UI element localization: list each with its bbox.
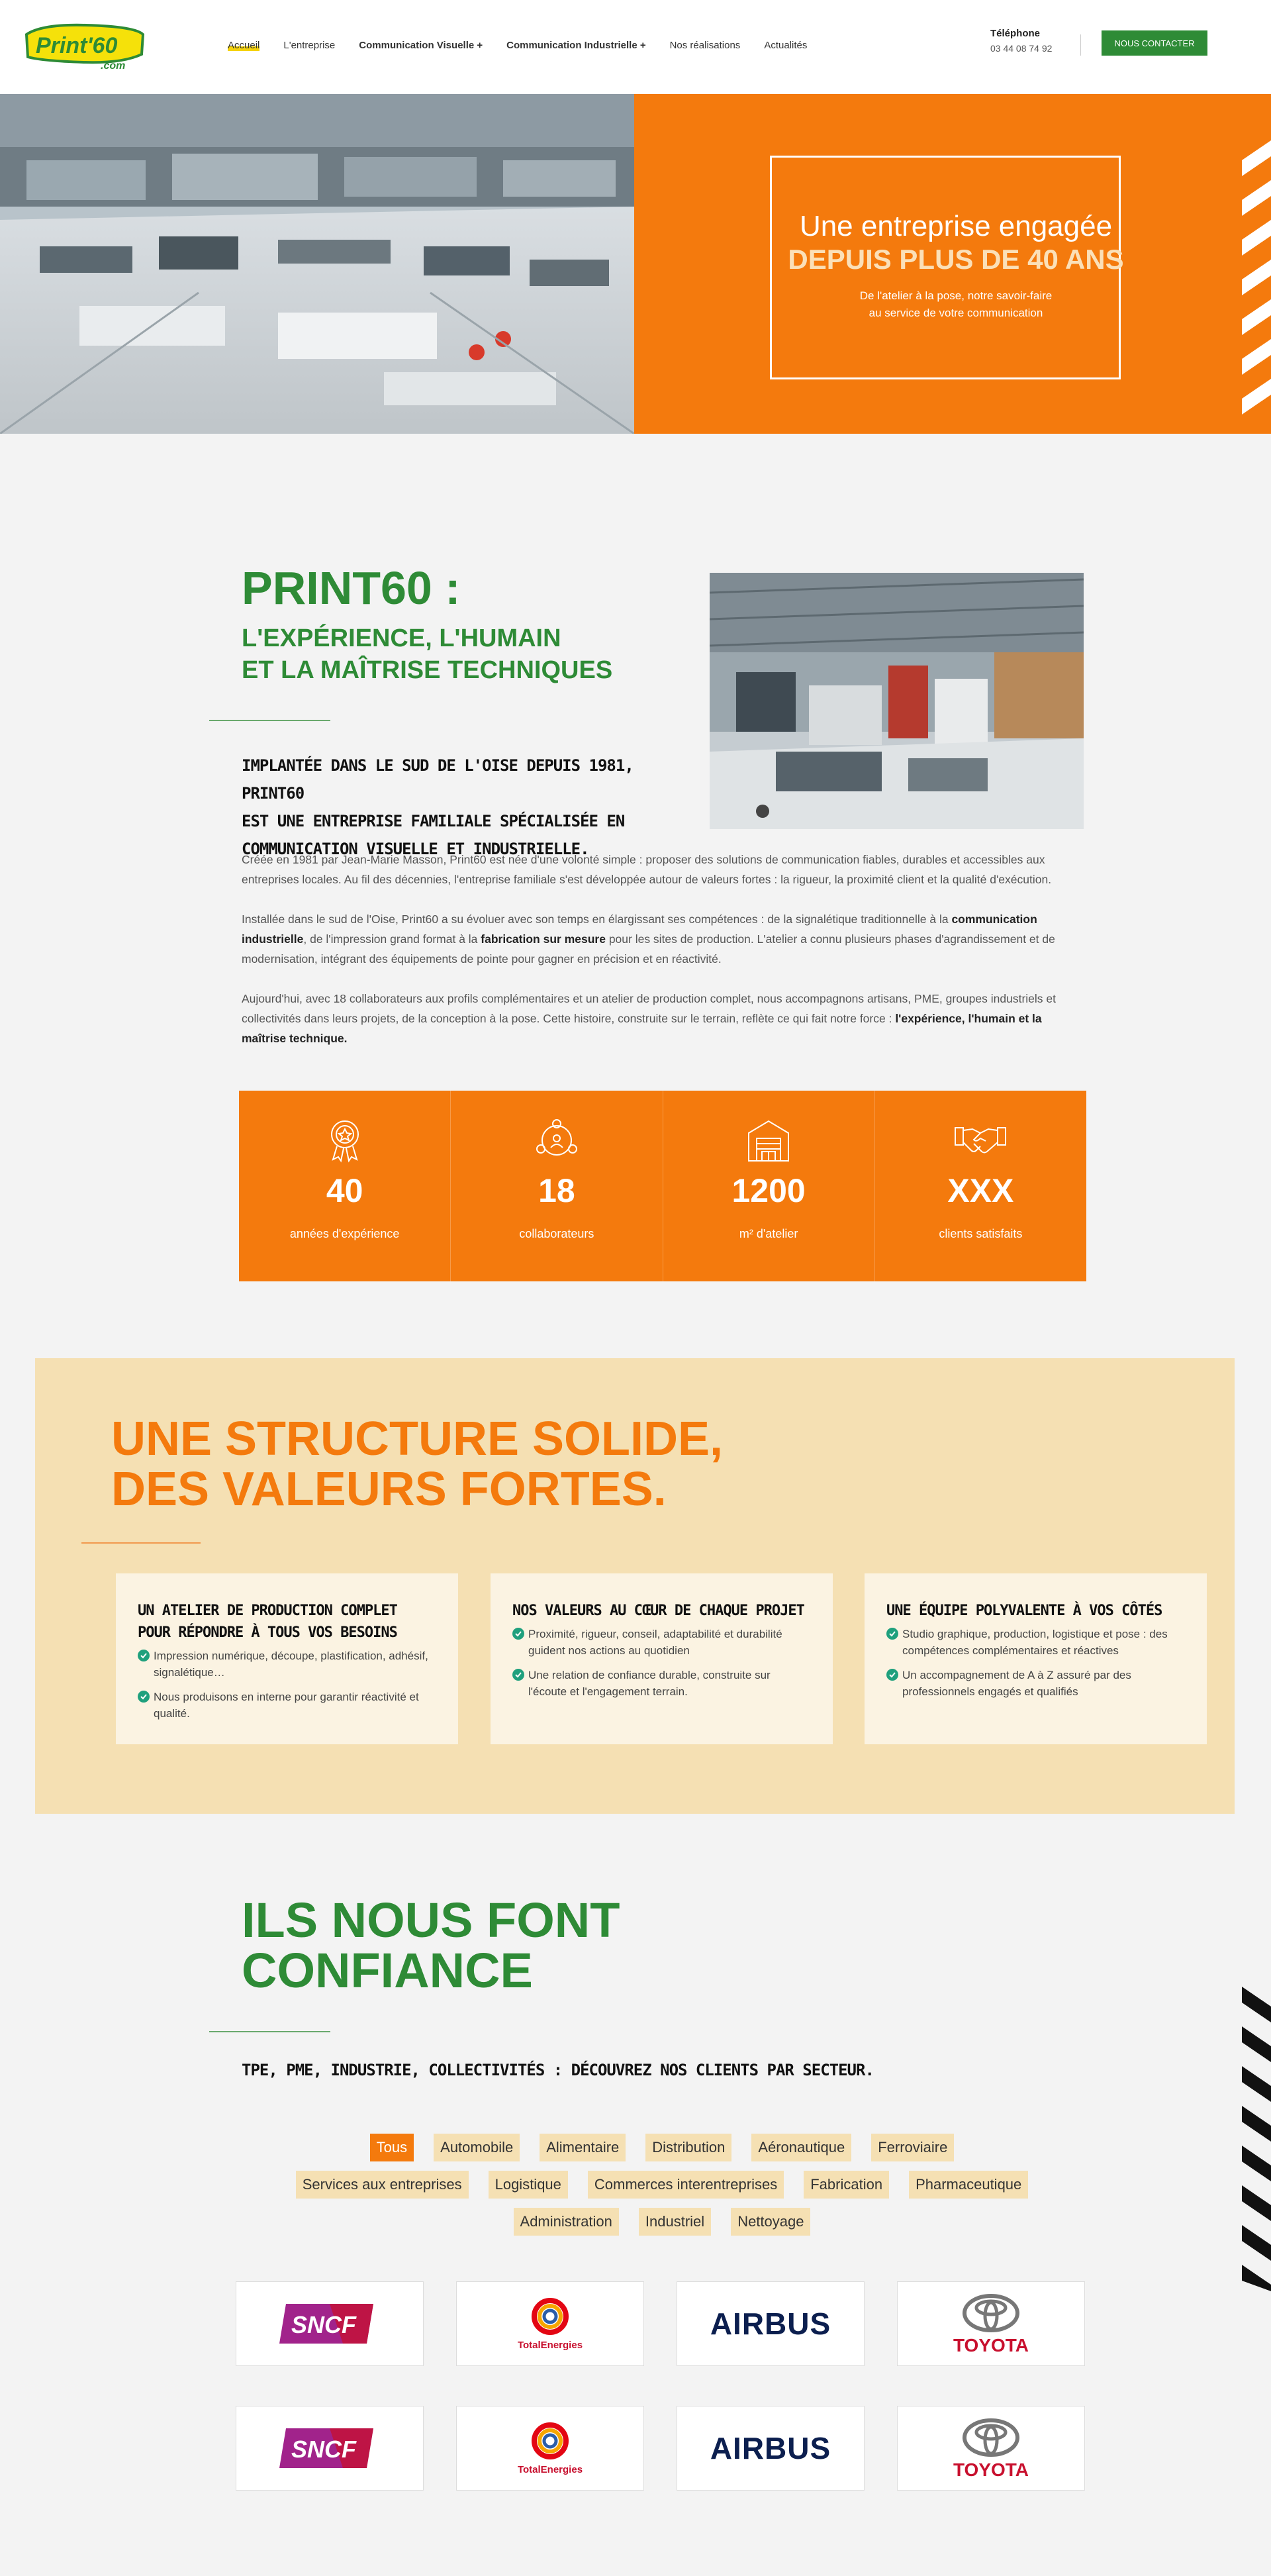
warehouse-icon [742,1117,795,1164]
header-divider [1080,34,1081,56]
filter-logistique[interactable]: Logistique [489,2171,568,2199]
intro-title: PRINT60 : [242,562,461,614]
card-title: UNE ÉQUIPE POLYVALENTE À VOS CÔTÉS [886,1603,1162,1619]
section-divider [81,1542,201,1544]
section-divider [209,2031,330,2032]
clients-lead: TPE, PME, INDUSTRIE, COLLECTIVITÉS : DÉCOUVREZ NOS CLIENTS PAR SECTEUR. [242,2061,874,2079]
print60-logo[interactable] [23,21,147,72]
check-circle-icon [886,1669,898,1681]
stat-label: m² d'atelier [739,1227,798,1240]
svg-text:TOYOTA: TOYOTA [953,2335,1029,2355]
list-item: Nous produisons en interne pour garantir réactivité et qualité. [138,1689,436,1722]
stat-value: 18 [538,1172,575,1209]
filter-automobile[interactable]: Automobile [434,2134,520,2161]
intro-paragraph-3: Aujourd'hui, avec 18 collaborateurs aux profils complémentaires et un atelier de production complet, nous accompagnons artisans, PME, groupes industriels et collectivités dans leurs projets, de la conception à la pose. Cette histoire, construite sur le terrain, reflète ce qui fait notre force : l'expérience, l'humain et la maîtrise technique. [242,992,1056,1045]
filter-industriel[interactable]: Industriel [639,2208,711,2236]
client-logo-toyota[interactable] [897,2406,1085,2491]
award-medal-icon [318,1117,371,1164]
stat-workshop [663,1091,874,1281]
nav-actualites[interactable]: Actualités [764,40,808,51]
value-card-atelier [116,1573,458,1744]
nav-realisations[interactable]: Nos réalisations [669,40,741,51]
intro-workshop-photo [710,573,1084,829]
stat-team [450,1091,662,1281]
list-item: Impression numérique, découpe, plastification, adhésif, signalétique… [138,1648,436,1681]
values-title: UNE STRUCTURE SOLIDE, DES VALEURS FORTES. [111,1412,724,1516]
intro-paragraph-1: Créée en 1981 par Jean-Marie Masson, Print60 est née d'une volonté simple : proposer des solutions de communication fiables, durables et accessibles aux entreprises locales. Au fil des décennies, l'entreprise familiale s'est développée autour de valeurs fortes : la rigueur, la proximité client et la qualité d'exécution. [242,853,1052,886]
nav-communication-industrielle[interactable]: Communication Industrielle + [506,40,646,51]
filter-pharmaceutique[interactable]: Pharmaceutique [909,2171,1028,2199]
hero-section [0,94,1271,434]
phone-number[interactable]: 03 44 08 74 92 [990,43,1053,54]
site-header [0,0,1271,94]
check-circle-icon [138,1650,150,1661]
decorative-stripes [1242,140,1271,432]
value-card-equipe [865,1573,1207,1744]
nav-accueil[interactable]: Accueil [228,40,260,51]
list-item: Un accompagnement de A à Z assuré par des professionnels engagés et qualifiés [886,1667,1185,1700]
team-icon [530,1117,583,1164]
section-divider [209,720,330,721]
value-card-valeurs [491,1573,833,1744]
svg-text:SNCF: SNCF [291,2311,356,2338]
stat-experience [239,1091,450,1281]
card-title: NOS VALEURS AU CŒUR DE CHAQUE PROJET [512,1603,804,1619]
stat-label: collaborateurs [519,1227,594,1240]
hero-subtitle: DEPUIS PLUS DE 40 ANS [788,244,1124,275]
filter-ferroviaire[interactable]: Ferroviaire [871,2134,954,2161]
filter-alimentaire[interactable]: Alimentaire [540,2134,626,2161]
intro-paragraph-2: Installée dans le sud de l'Oise, Print60 a su évoluer avec son temps en élargissant ses compétences : de la signalétique traditionnelle à la communication industrielle, de l'impression grand format à la fabrication sur mesure pour les sites de production. L'atelier a connu plusieurs phases d'agrandissement et de modernisation, intégrant des équipements de pointe pour gagner en précision et en réactivité. [242,913,1055,966]
nav-communication-visuelle[interactable]: Communication Visuelle + [359,40,483,51]
filter-tous[interactable]: Tous [370,2134,414,2161]
phone-label: Téléphone [990,28,1041,39]
list-item: Proximité, rigueur, conseil, adaptabilité et durabilité guident nos actions au quotidien [512,1626,811,1659]
check-circle-icon [138,1691,150,1703]
client-logo-airbus[interactable]: AIRBUS [677,2406,865,2491]
phone-block [990,28,1052,54]
check-circle-icon [512,1669,524,1681]
handshake-icon [954,1117,1007,1164]
intro-subtitle: L'EXPÉRIENCE, L'HUMAIN ET LA MAÎTRISE TECHNIQUES [242,624,613,684]
check-circle-icon [512,1628,524,1640]
sector-filters [238,2134,1086,2245]
values-section [35,1358,1235,1814]
main-nav [228,40,831,51]
intro-lead: IMPLANTÉE DANS LE SUD DE L'OISE DEPUIS 1981, PRINT60 EST UNE ENTREPRISE FAMILIALE SPÉCIALISÉE EN COMMUNICATION VISUELLE ET INDUSTRIELLE. [242,756,634,858]
filter-fabrication[interactable]: Fabrication [804,2171,889,2199]
hero-tagline: De l'atelier à la pose, notre savoir-faire au service de votre communication [859,289,1053,319]
stat-clients [874,1091,1086,1281]
filter-distribution[interactable]: Distribution [645,2134,731,2161]
filter-commerces[interactable]: Commerces interentreprises [588,2171,784,2199]
svg-text:SNCF: SNCF [291,2436,356,2463]
hero-title: Une entreprise engagée [799,210,1113,242]
contact-button[interactable]: NOUS CONTACTER [1102,30,1207,56]
client-logo-airbus[interactable]: AIRBUS [677,2281,865,2366]
client-logo-totalenergies[interactable] [456,2281,644,2366]
decorative-stripes [1242,1987,1271,2291]
filter-services[interactable]: Services aux entreprises [296,2171,469,2199]
list-item: Une relation de confiance durable, construite sur l'écoute et l'engagement terrain. [512,1667,811,1700]
card-title: UN ATELIER DE PRODUCTION COMPLET POUR RÉPONDRE À TOUS VOS BESOINS [138,1603,397,1641]
client-logo-totalenergies[interactable] [456,2406,644,2491]
stat-label: clients satisfaits [939,1227,1023,1240]
hero-workshop-photo [0,94,634,434]
svg-text:TotalEnergies: TotalEnergies [517,2340,583,2351]
stats-band [239,1091,1086,1281]
client-logo-toyota[interactable] [897,2281,1085,2366]
client-logo-sncf[interactable] [236,2281,424,2366]
filter-administration[interactable]: Administration [514,2208,619,2236]
stat-value: XXX [947,1172,1014,1209]
svg-text:TotalEnergies: TotalEnergies [517,2464,583,2475]
svg-text:TOYOTA: TOYOTA [953,2459,1029,2480]
clients-title: ILS NOUS FONT CONFIANCE [242,1893,620,1998]
intro-body [242,850,1086,1068]
list-item: Studio graphique, production, logistique et pose : des compétences complémentaires et réactives [886,1626,1185,1659]
stat-value: 40 [326,1172,363,1209]
logo-sub: .com [101,60,126,72]
hero-banner [634,94,1271,434]
filter-aeronautique[interactable]: Aéronautique [751,2134,851,2161]
stat-value: 1200 [731,1172,806,1209]
filter-nettoyage[interactable]: Nettoyage [731,2208,810,2236]
client-logo-sncf[interactable] [236,2406,424,2491]
check-circle-icon [886,1628,898,1640]
logo-text: Print'60 [36,33,118,58]
nav-entreprise[interactable]: L'entreprise [283,40,336,51]
stat-label: années d'expérience [289,1227,400,1240]
